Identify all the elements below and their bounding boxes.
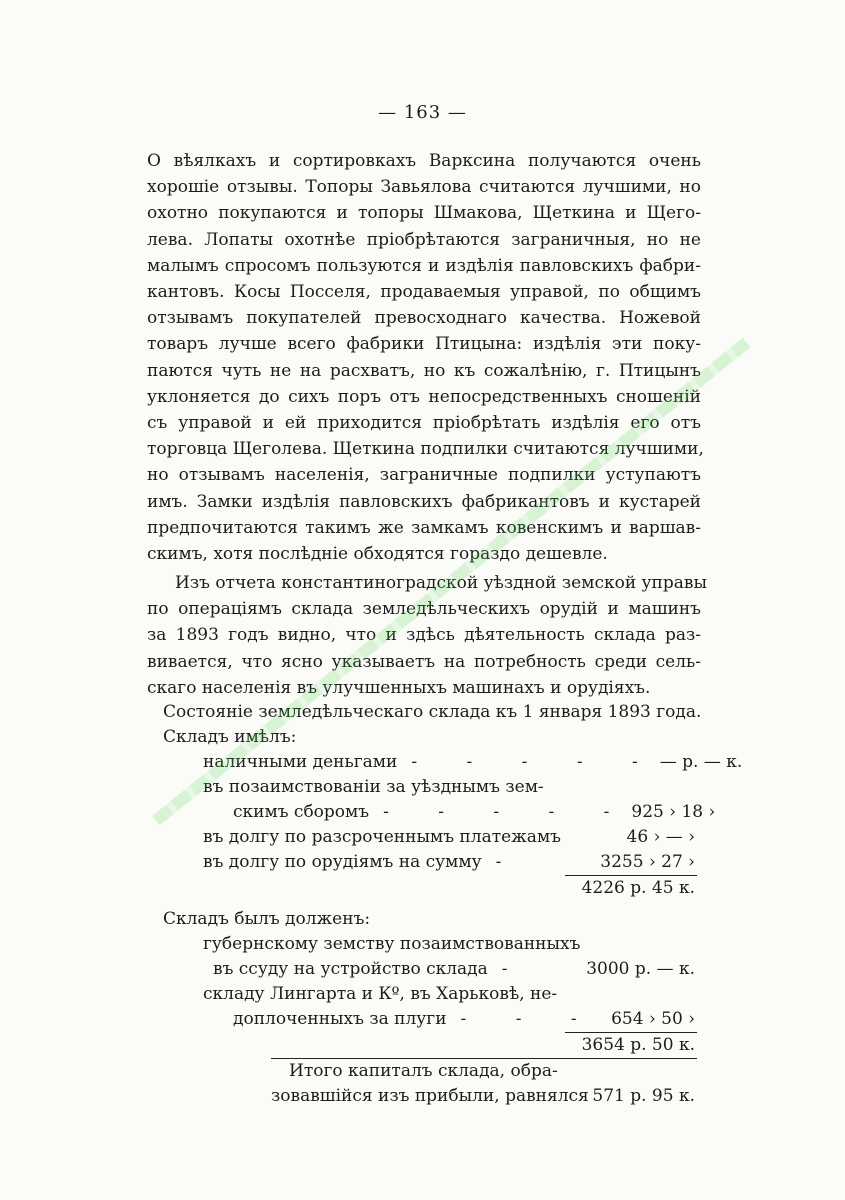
balance-row [147,800,716,825]
text-line: предпочитаются такимъ же замкамъ ковенскимъ и варшав- [147,517,701,538]
owed-rows [147,932,701,1032]
row-text: въ долгу по разсроченнымъ платежамъ [203,827,561,847]
owed-total: 3654 р. 50 к. [581,1035,695,1055]
text-line: хорошіе отзывы. Топоры Завьялова считаются лучшими, но [147,177,701,198]
leader-dashes: - [501,959,530,979]
had-total: 4226 р. 45 к. [581,878,695,898]
row-text: въ позаимствованіи за уѣзднымъ зем- [203,777,544,797]
row-text: наличными деньгами [203,752,398,772]
row-amount: 654 › 50 › [611,1009,695,1029]
text-line: уклоняется до сихъ поръ отъ непосредственныхъ сношеній [147,386,701,407]
row-amount: 46 › — › [626,827,695,847]
final-line-1: Итого капиталъ склада, обра- [289,1061,558,1081]
text-line: имъ. Замки издѣлія павловскихъ фабрикантовъ и кустарей [147,491,701,512]
state-heading: Состояніе земледѣльческаго склада къ 1 января 1893 года. [163,702,702,722]
row-description [147,800,631,825]
leader-dashes: - [495,852,524,872]
row-text: скимъ сборомъ [233,802,370,822]
balance-row [147,932,701,957]
paragraph-1 [147,148,704,567]
row-description [147,957,569,982]
text-line: скаго населенія въ улучшенныхъ машинахъ и орудіяхъ. [147,677,651,698]
leader-dashes: - - - - - [383,802,632,822]
row-text: въ ссуду на устройство склада [213,959,488,979]
balance-row [147,957,701,982]
text-line: но отзывамъ населенія, заграничные подпилки уступаютъ [147,465,701,486]
balance-row [147,750,743,775]
had-heading-row [147,725,701,750]
owed-heading-row [147,907,701,932]
leader-dashes: - - - - - [411,752,660,772]
balance-row [147,825,701,850]
state-heading-row [147,700,701,725]
text-line: вивается, что ясно указываетъ на потребность среди сель- [147,651,701,672]
row-amount: 925 › 18 › [631,802,716,822]
row-text: складу Лингарта и Кº, въ Харьковѣ, не- [203,984,558,1004]
text-line: торговца Щеголева. Щеткина подпилки считаются лучшими, [147,439,704,460]
text-line: по операціямъ склада земледѣльческихъ орудій и машинъ [147,599,701,620]
row-description [147,982,571,1007]
row-description [147,750,660,775]
row-text: въ долгу по орудіямъ на сумму [203,852,482,872]
text-line: товаръ лучше всего фабрики Птицына: издѣлія эти поку- [147,334,701,355]
paragraph-2 [147,570,708,701]
row-amount: 3000 р. — к. [586,959,695,979]
owed-heading: Складъ былъ долженъ: [163,909,371,929]
balance-row [147,850,701,875]
text-line: паются чуть не на расхватъ, но къ сожалѣнію, г. Птицынъ [147,360,701,381]
text-line: Изъ отчета константиноградской уѣздной земской управы [175,573,708,593]
balance-row [147,982,701,1007]
row-amount: 3255 › 27 › [600,852,695,872]
final-line-2: зовавшійся изъ прибыли, равнялся [271,1086,589,1106]
text-line: малымъ спросомъ пользуются и издѣлія павловскихъ фабри- [147,255,701,276]
row-description [147,1007,599,1032]
row-description [147,825,575,850]
text-line: отзывамъ покупателей превосходнаго качества. Ножевой [147,308,701,329]
final-amount: 571 р. 95 к. [592,1086,695,1106]
text-line: охотно покупаются и топоры Шмакова, Щеткина и Щего- [147,203,701,224]
leader-dashes: - - - [460,1009,599,1029]
final-row-2 [147,1084,701,1109]
row-amount: — р. — к. [659,752,743,772]
text-line: съ управой и ей приходится пріобрѣтать издѣлія его отъ [147,413,701,434]
row-text: доплоченныхъ за плуги [233,1009,447,1029]
warehouse-balance [147,700,743,1109]
balance-row [147,775,701,800]
text-line: О вѣялкахъ и сортировкахъ Варксина получаются очень [147,151,701,171]
had-total-row [147,876,701,901]
text-line: кантовъ. Косы Посселя, продаваемыя управой, по общимъ [147,282,701,303]
row-description [147,775,569,800]
row-description [147,932,594,957]
owed-total-row [147,1033,701,1058]
balance-row [147,1007,701,1032]
row-description [147,850,569,875]
row-text: губернскому земству позаимствованныхъ [203,934,581,954]
text-line: скимъ, хотя послѣдніе обходятся гораздо дешевле. [147,544,608,565]
had-heading: Складъ имѣлъ: [163,727,297,747]
text-line: за 1893 годъ видно, что и здѣсь дѣятельность склада раз- [147,625,701,646]
page-number: — 163 — [378,102,467,123]
had-rows [147,750,743,875]
final-row-1 [147,1059,701,1084]
text-line: лева. Лопаты охотнѣе пріобрѣтаются заграничныя, но не [147,229,701,250]
